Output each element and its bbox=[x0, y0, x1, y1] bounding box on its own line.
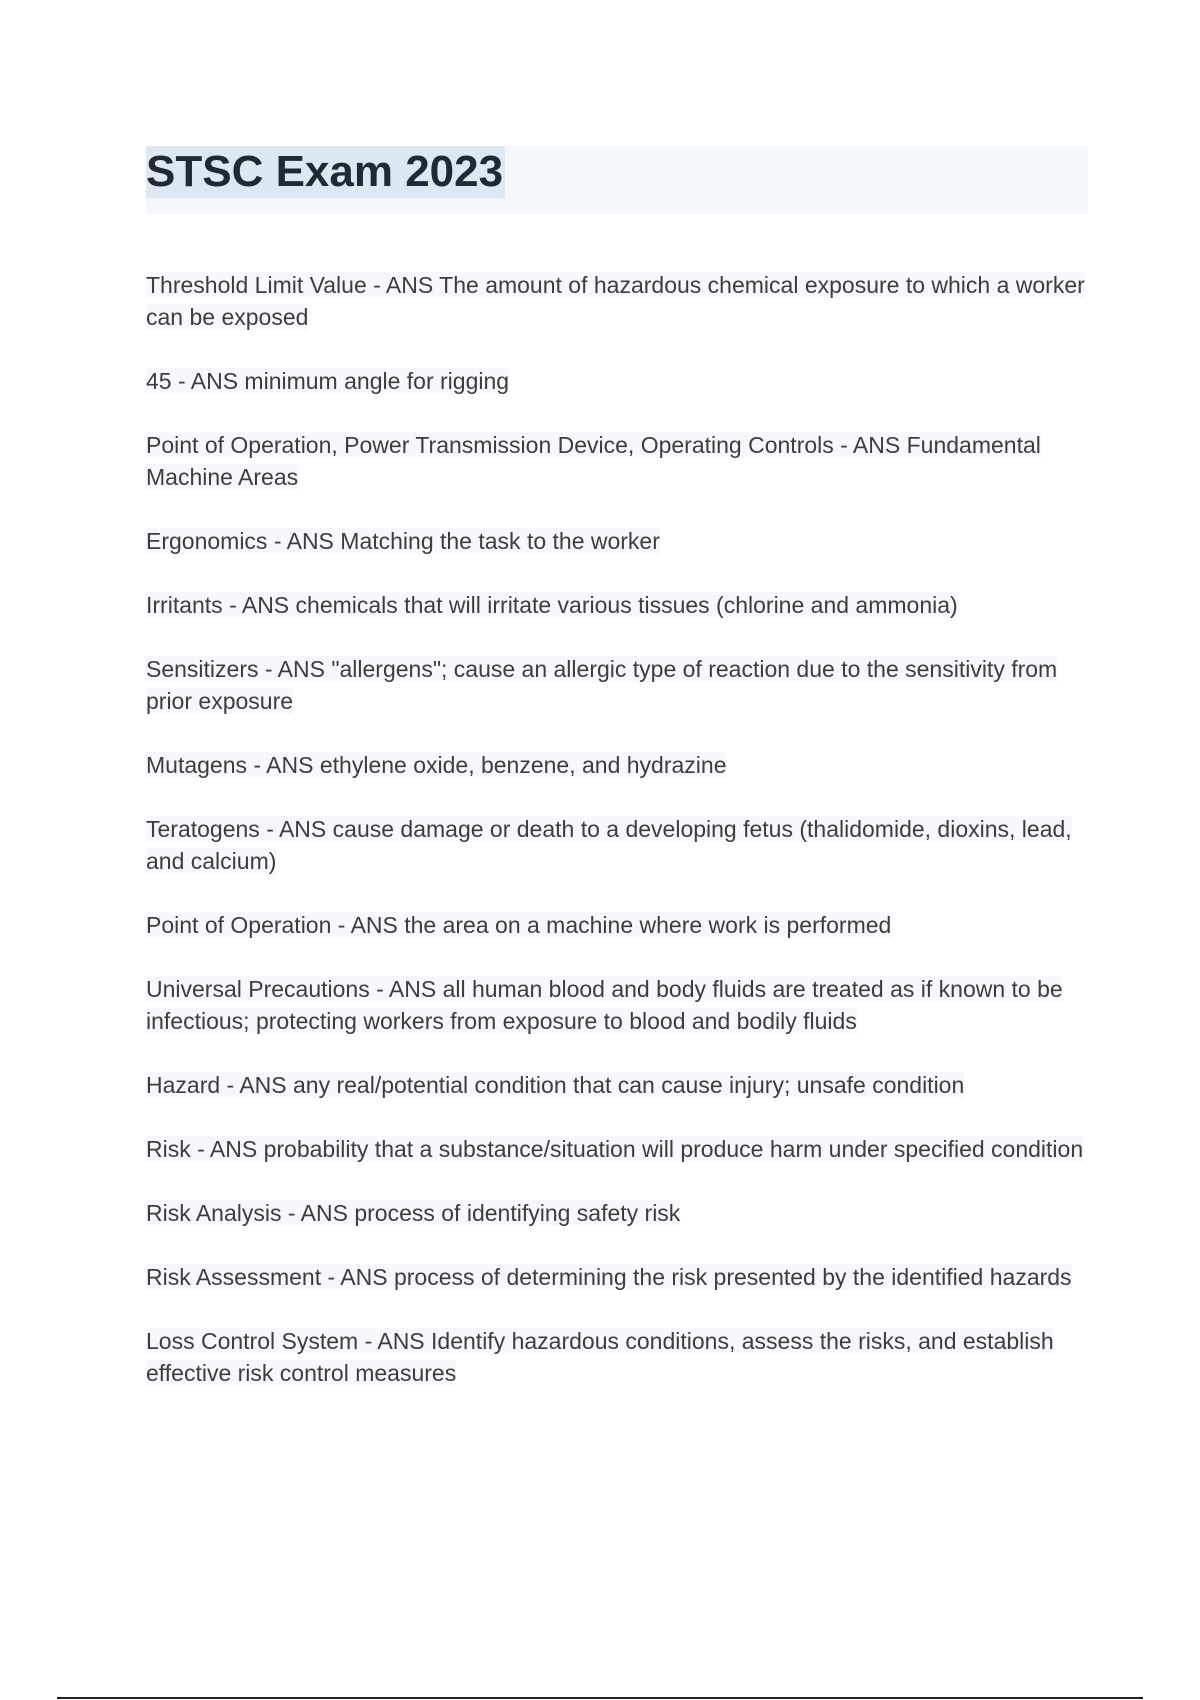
list-item bbox=[146, 1197, 1096, 1229]
entry-text: Teratogens - ANS cause damage or death to a developing fetus (thalidomide, dioxins, lead, and calcium) bbox=[146, 816, 1072, 874]
entry-text: Risk Analysis - ANS process of identifying safety risk bbox=[146, 1200, 681, 1226]
list-item bbox=[146, 909, 1096, 941]
list-item bbox=[146, 429, 1096, 493]
list-item bbox=[146, 1133, 1096, 1165]
list-item bbox=[146, 365, 1096, 397]
entry-text: Risk - ANS probability that a substance/situation will produce harm under specified condition bbox=[146, 1136, 1084, 1162]
entry-text: Sensitizers - ANS "allergens"; cause an allergic type of reaction due to the sensitivity from prior exposure bbox=[146, 656, 1058, 714]
entry-text: Point of Operation - ANS the area on a machine where work is performed bbox=[146, 912, 892, 938]
footer-divider bbox=[57, 1697, 1143, 1699]
entry-text: Threshold Limit Value - ANS The amount of hazardous chemical exposure to which a worker can be exposed bbox=[146, 272, 1085, 330]
entry-text: Universal Precautions - ANS all human blood and body fluids are treated as if known to be infectious; protecting workers from exposure to blood and bodily fluids bbox=[146, 976, 1063, 1034]
list-item bbox=[146, 1325, 1096, 1389]
list-item bbox=[146, 525, 1096, 557]
entry-text: Loss Control System - ANS Identify hazardous conditions, assess the risks, and establish effective risk control measures bbox=[146, 1328, 1054, 1386]
document-title: STSC Exam 2023 bbox=[146, 147, 504, 196]
entry-text: Risk Assessment - ANS process of determining the risk presented by the identified hazards bbox=[146, 1264, 1072, 1290]
list-item bbox=[146, 1261, 1096, 1293]
list-item bbox=[146, 749, 1096, 781]
entry-text: Ergonomics - ANS Matching the task to the worker bbox=[146, 528, 660, 554]
list-item bbox=[146, 589, 1096, 621]
entry-list bbox=[146, 269, 1096, 1421]
list-item bbox=[146, 973, 1096, 1037]
list-item bbox=[146, 813, 1096, 877]
list-item bbox=[146, 269, 1096, 333]
entry-text: Hazard - ANS any real/potential condition that can cause injury; unsafe condition bbox=[146, 1072, 965, 1098]
entry-text: 45 - ANS minimum angle for rigging bbox=[146, 368, 510, 394]
entry-text: Mutagens - ANS ethylene oxide, benzene, and hydrazine bbox=[146, 752, 727, 778]
entry-text: Irritants - ANS chemicals that will irritate various tissues (chlorine and ammonia) bbox=[146, 592, 958, 618]
entry-text: Point of Operation, Power Transmission Device, Operating Controls - ANS Fundamental Machine Areas bbox=[146, 432, 1041, 490]
list-item bbox=[146, 653, 1096, 717]
list-item bbox=[146, 1069, 1096, 1101]
